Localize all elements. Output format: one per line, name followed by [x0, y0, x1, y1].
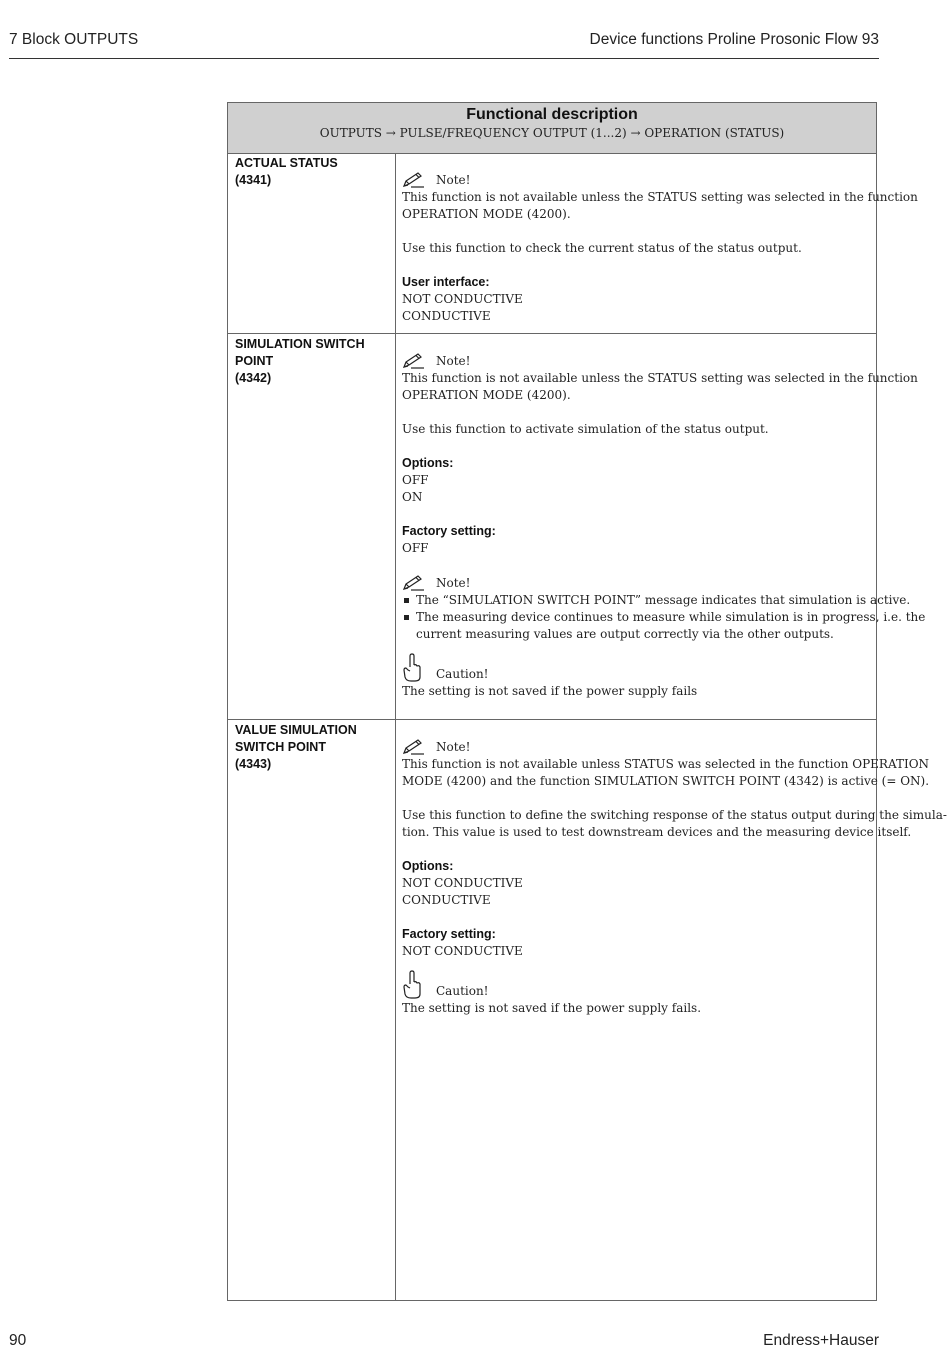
bullet-square-icon — [402, 609, 416, 643]
caution: Caution! — [402, 970, 876, 1000]
note: Note! — [402, 574, 876, 592]
table-title: Functional description — [466, 106, 638, 123]
note: Note! — [402, 738, 876, 756]
note-pencil-icon — [402, 574, 436, 592]
header-rule — [9, 58, 879, 59]
caution-hand-icon — [402, 970, 436, 1000]
options-label: Options: — [402, 859, 454, 873]
note-pencil-icon — [402, 738, 436, 756]
factory-setting-label: Factory setting: — [402, 927, 496, 941]
note: Note! — [402, 352, 876, 370]
options-label: Options: — [402, 456, 454, 470]
function-name-4343: VALUE SIMULATION SWITCH POINT (4343) — [235, 723, 357, 771]
function-description-4342: Note! This function is not available unless the STATUS setting was selected in the function OPERATION MODE (4200). Use this function to activate simulation of the status output. Options: OFF ON Factory setting: OFF Note! The “SIMULATION SWITCH POINT” message indicates that simulation is active. The measuring device continues to measure while simulation is in progress, i.e. the current measuring values are output correctly via the other outputs. Caution! The setting is not saved if the power supply fails — [402, 354, 926, 698]
row-divider — [228, 333, 876, 334]
note: Note! — [402, 171, 876, 189]
row-divider — [228, 719, 876, 720]
list-item: The measuring device continues to measure while simulation is in progress, i.e. the current measuring values are output correctly via the other outputs. — [402, 609, 876, 643]
caution: Caution! — [402, 653, 876, 683]
function-description-4343: Note! This function is not available unless STATUS was selected in the function OPERATION MODE (4200) and the function SIMULATION SWITCH POINT (4342) is active (= ON). Use this function to define the switching response of the status output during the simula- tion. This value is used to test downstream devices and the measuring device itself. Options: NOT CONDUCTIVE CONDUCTIVE Factory setting: NOT CONDUCTIVE Caution! The setting is not saved if the power supply fails. — [402, 740, 947, 1015]
list-item: The “SIMULATION SWITCH POINT” message indicates that simulation is active. — [402, 592, 876, 609]
menu-path: OUTPUTS → PULSE/FREQUENCY OUTPUT (1...2) → OPERATION (STATUS) — [319, 126, 785, 140]
factory-setting-label: Factory setting: — [402, 524, 496, 538]
function-name-4341: ACTUAL STATUS (4341) — [235, 156, 338, 187]
document-title: Device functions Proline Prosonic Flow 93 — [589, 31, 879, 48]
bullet-square-icon — [402, 592, 416, 609]
caution-hand-icon — [402, 653, 436, 683]
page-number: 90 — [9, 1332, 27, 1349]
function-name-4342: SIMULATION SWITCH POINT (4342) — [235, 337, 365, 385]
table-header — [228, 103, 876, 154]
note-pencil-icon — [402, 171, 436, 189]
column-divider — [395, 153, 396, 1300]
brand-name: Endress+Hauser — [763, 1332, 879, 1349]
chapter-heading: 7 Block OUTPUTS — [9, 31, 139, 48]
function-table — [227, 102, 947, 1301]
user-interface-label: User interface: — [402, 275, 490, 289]
function-description-4341: Note! This function is not available unless the STATUS setting was selected in the function OPERATION MODE (4200). Use this function to check the current status of the status output. User interface: NOT CONDUCTIVE CONDUCTIVE — [402, 173, 918, 323]
note-pencil-icon — [402, 352, 436, 370]
